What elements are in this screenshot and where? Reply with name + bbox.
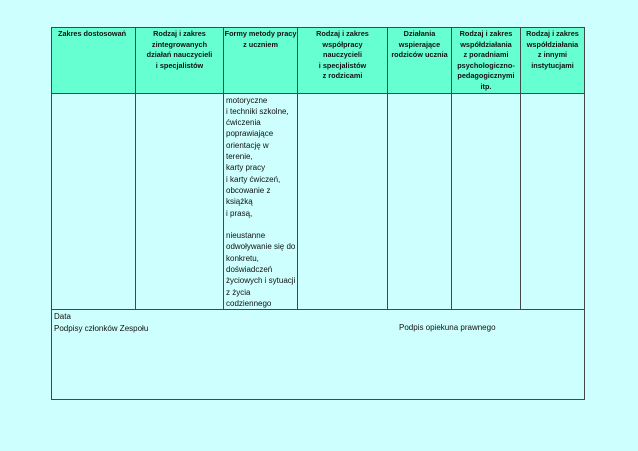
header-label: Działania wspierające rodziców ucznia xyxy=(391,29,448,60)
header-cell-parent-support xyxy=(388,28,452,94)
header-cell-work-methods xyxy=(224,28,298,94)
adjustments-cell xyxy=(52,93,136,310)
header-cell-adjustments xyxy=(52,28,136,94)
signature-cell xyxy=(52,310,585,400)
team-signatures-label: Podpisy członków Zespołu xyxy=(54,323,149,333)
counseling-cooperation-cell xyxy=(452,93,521,310)
parent-support-cell xyxy=(388,93,452,310)
header-label: Zakres dostosowań xyxy=(58,29,127,38)
header-row xyxy=(52,28,585,94)
header-cell-parent-cooperation xyxy=(298,28,388,94)
header-label: Rodzaj i zakres współdziałania z innymi instytucjami xyxy=(526,29,579,70)
work-methods-cell: motoryczne i techniki szkolne, ćwiczenia poprawiające orientację w terenie, karty pracy i karty ćwiczeń, obcowanie z książką i prasą, nieustanne odwoływanie się do konkretu, doświadczeń życiowych i sytuacji z życia codziennego xyxy=(224,93,298,310)
parent-cooperation-cell xyxy=(298,93,388,310)
integrated-actions-cell xyxy=(136,93,224,310)
plan-table xyxy=(51,27,585,400)
header-cell-integrated-actions xyxy=(136,28,224,94)
date-label: Data xyxy=(54,312,71,322)
footer-row xyxy=(52,310,585,400)
header-cell-institution-cooperation xyxy=(521,28,585,94)
institution-cooperation-cell xyxy=(521,93,585,310)
footer-left-block xyxy=(54,311,148,334)
guardian-signature-label: Podpis opiekuna prawnego xyxy=(399,323,496,333)
header-label: Formy metody pracy z uczniem xyxy=(224,29,297,49)
header-label: Rodzaj i zakres współpracy nauczycieli i specjalistów z rodzicami xyxy=(316,29,369,81)
header-label: Rodzaj i zakres współdziałania z poradniami psychologiczno- pedagogicznymi itp. xyxy=(457,29,515,91)
header-label: Rodzaj i zakres zintegrowanych działań nauczycieli i specjalistów xyxy=(146,29,213,70)
header-cell-counseling-cooperation xyxy=(452,28,521,94)
content-row xyxy=(52,93,585,310)
